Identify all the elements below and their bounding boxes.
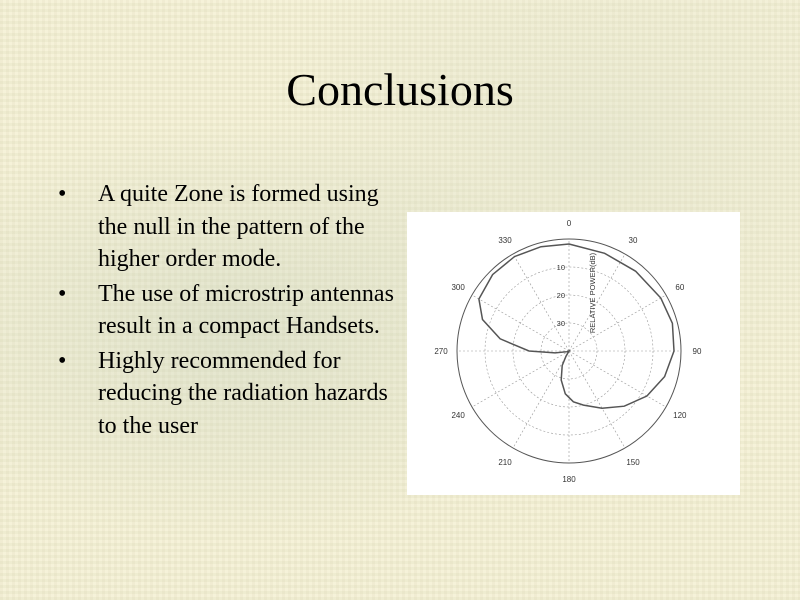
bullet-icon: •	[58, 347, 67, 374]
bullet-text: The use of microstrip antennas result in a compact Handsets.	[98, 280, 394, 339]
radial-label: 30	[556, 319, 565, 328]
angle-label: 90	[692, 347, 702, 356]
angle-label: 300	[451, 283, 465, 292]
angle-label: 120	[673, 411, 687, 420]
bullet-item	[58, 178, 398, 276]
bullet-item	[58, 345, 398, 443]
grid-spoke	[569, 351, 625, 448]
angle-label: 210	[498, 457, 512, 467]
bullet-item	[58, 278, 398, 343]
angle-label: 150	[626, 457, 640, 467]
bullet-icon: •	[58, 181, 67, 207]
angle-label: 0	[566, 219, 572, 228]
angle-label: 60	[675, 283, 685, 292]
grid-spoke	[472, 351, 569, 407]
grid-spoke	[513, 351, 569, 448]
angle-label: 330	[498, 236, 512, 246]
radial-label: 10	[556, 263, 565, 272]
angle-label: 240	[451, 411, 465, 420]
bullet-icon: •	[58, 280, 67, 307]
angle-label: 30	[628, 236, 638, 246]
radiation-pattern-figure	[407, 212, 740, 495]
grid-spoke	[569, 351, 666, 407]
radial-label: 20	[556, 291, 565, 300]
polar-plot	[407, 212, 740, 495]
grid-spoke	[569, 295, 666, 351]
angle-label: 270	[434, 347, 448, 356]
slide-title: Conclusions	[286, 64, 514, 115]
grid-spoke	[569, 254, 625, 351]
radial-axis-label: RELATIVE POWER(dB)	[588, 252, 597, 334]
bullet-text: A quite Zone is formed using the null in the pattern of the higher order mode.	[98, 181, 379, 272]
angle-label: 180	[562, 475, 576, 484]
bullet-text: Highly recommended for reducing the radiation hazards to the user	[98, 347, 388, 439]
bullet-list	[58, 178, 398, 444]
